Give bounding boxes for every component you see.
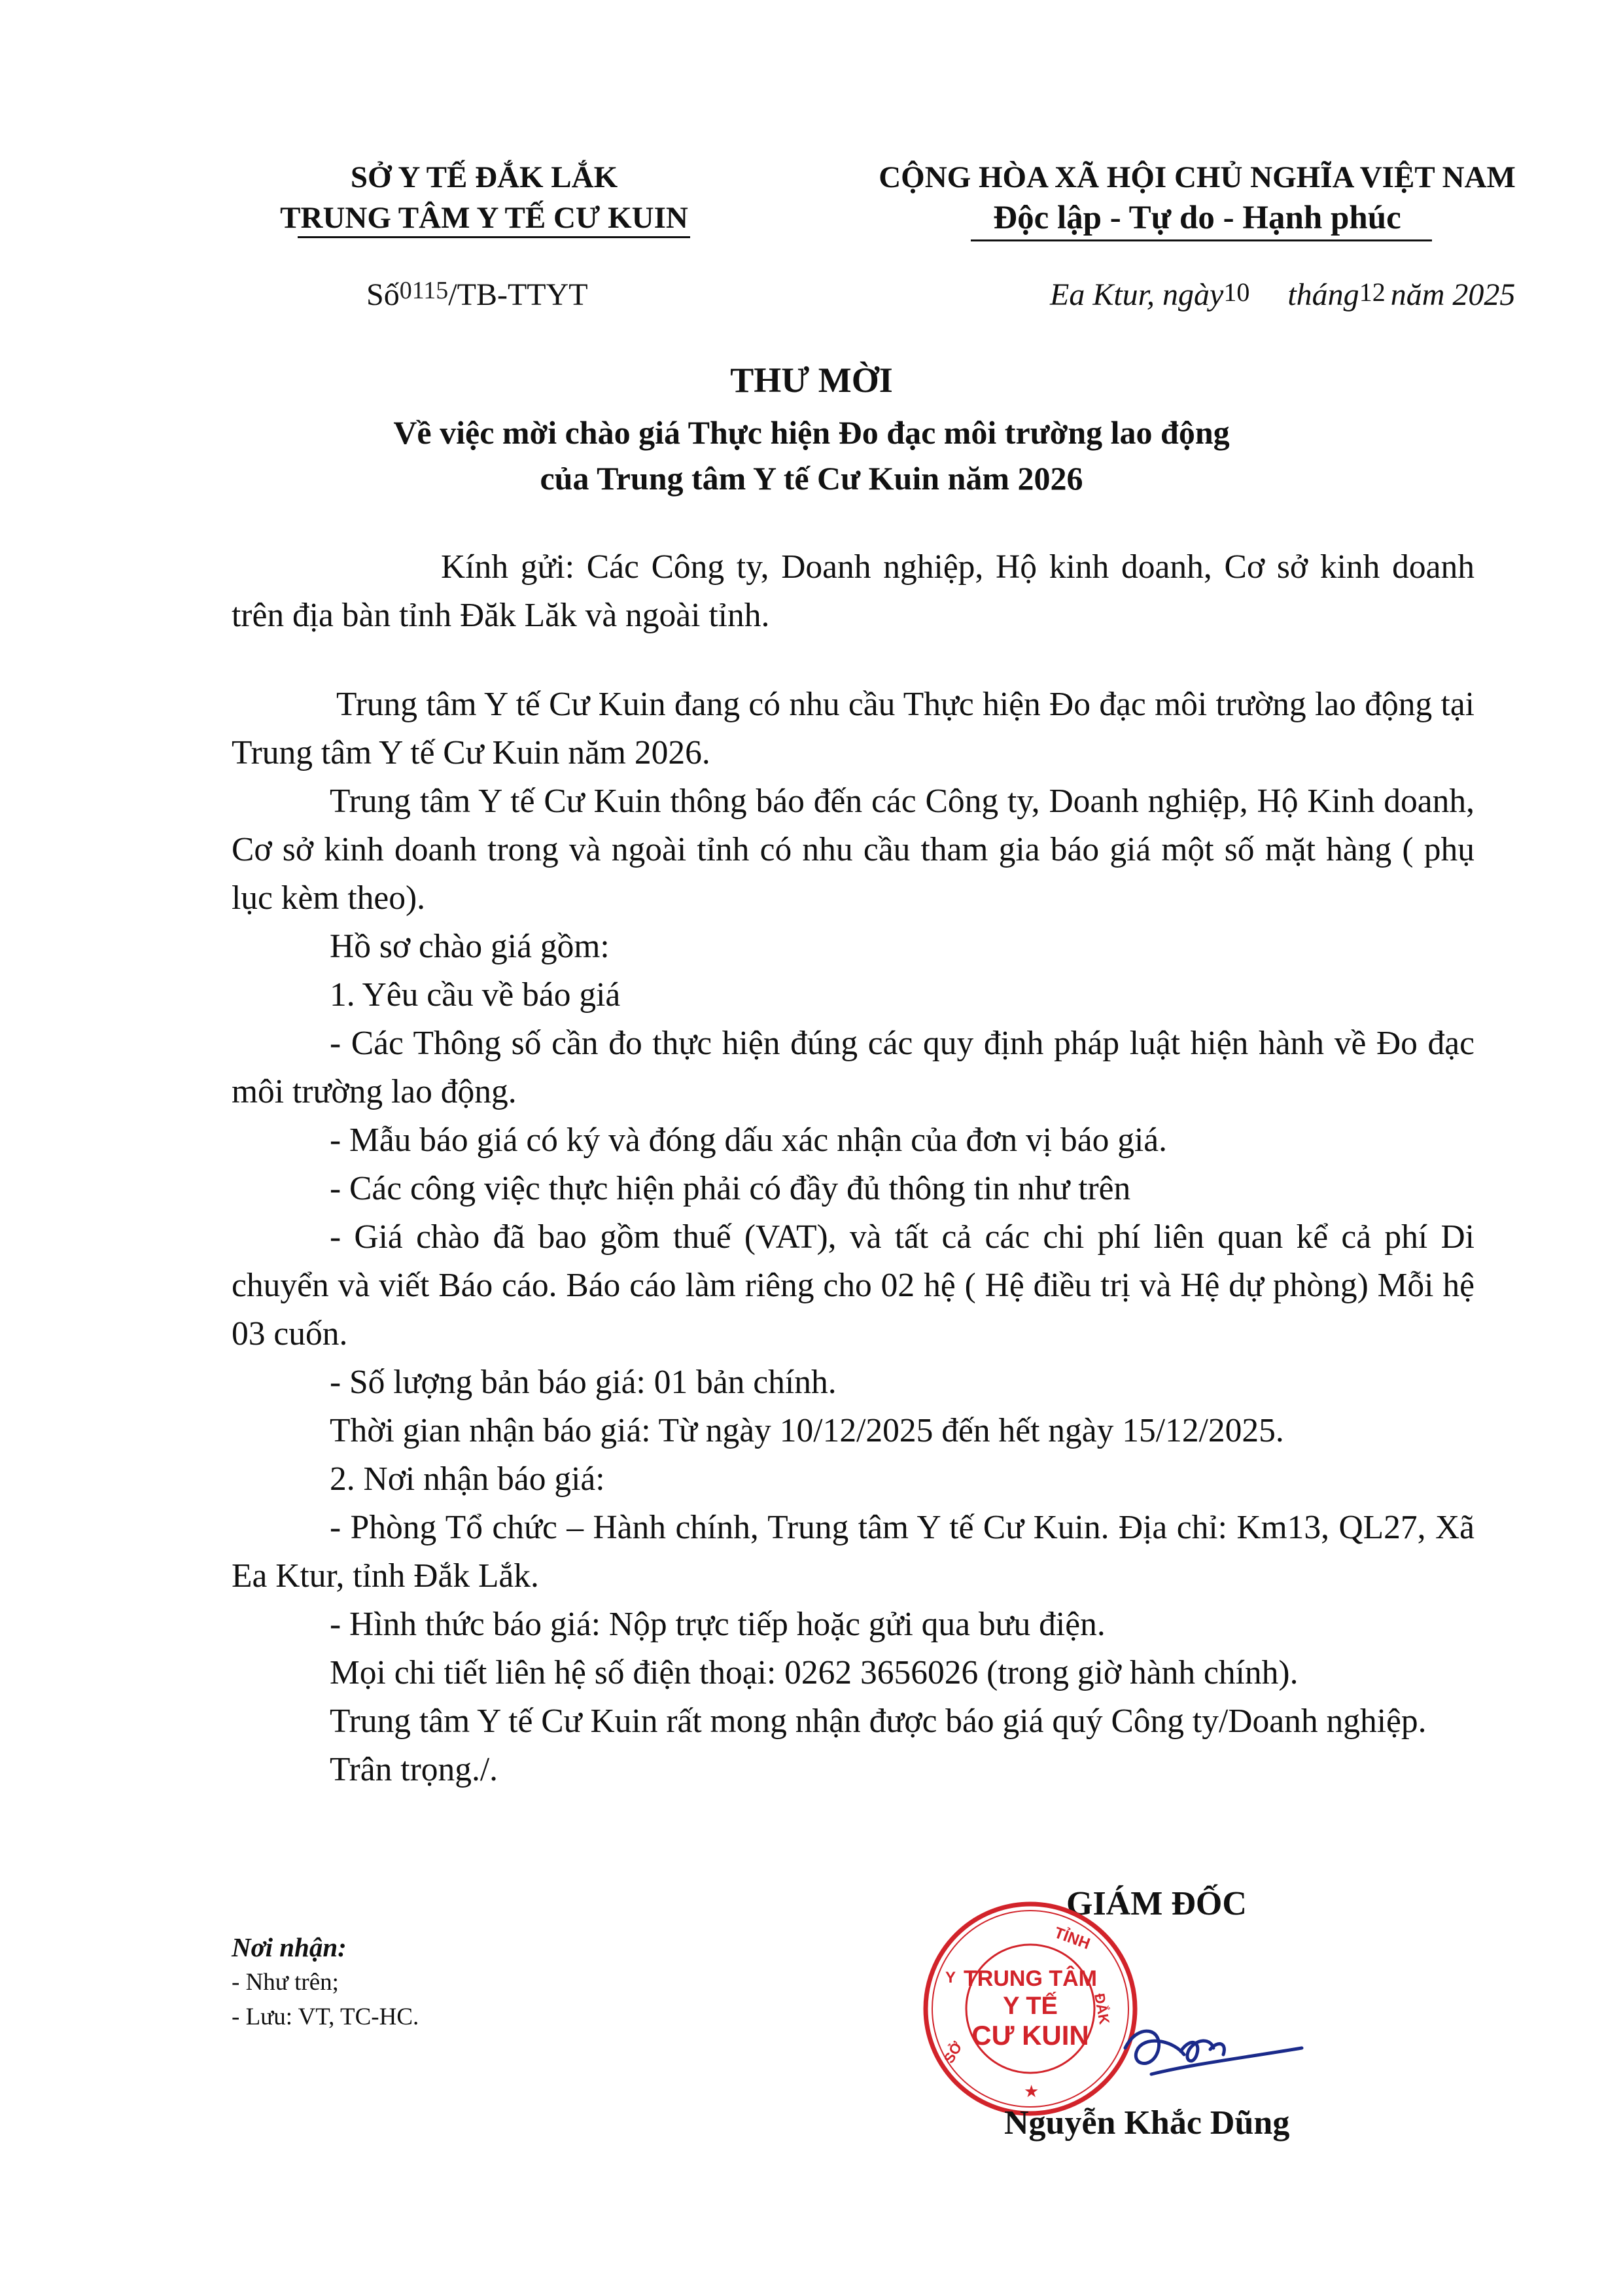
agency-underline [298, 236, 690, 238]
date-day: 10 [1223, 277, 1250, 307]
body-paragraph: 1. Yêu cầu về báo giá [330, 976, 621, 1014]
body-paragraph: Mọi chi tiết liên hệ số điện thoại: 0262 3656026 (trong giờ hành chính). [330, 1654, 1299, 1691]
body-paragraph: - Mẫu báo giá có ký và đóng dấu xác nhận của đơn vị báo giá. [330, 1122, 1168, 1159]
greeting-text: Kính gửi: Các Công ty, Doanh nghiệp, Hộ kinh doanh, Cơ sở kinh doanh trên địa bàn tỉnh Đăk Lăk và ngoài tỉnh. [232, 548, 1475, 634]
distribution-title: Nơi nhận: [232, 1932, 347, 1962]
body-paragraph: - Hình thức báo giá: Nộp trực tiếp hoặc gửi qua bưu điện. [330, 1606, 1106, 1643]
document-title: THƯ MỜI [730, 361, 893, 400]
body-paragraph: Thời gian nhận báo giá: Từ ngày 10/12/2025 đến hết ngày 15/12/2025. [330, 1412, 1284, 1449]
doc-number-prefix: Số [366, 277, 400, 312]
body-paragraph: - Giá chào đã bao gồm thuế (VAT), và tất cả các chi phí liên quan kể cả phí Di chuyển và viết Báo cáo. Báo cáo làm riêng cho 02 hệ ( Hệ điều trị và Hệ dự phòng) Mỗi hệ 03 cuốn. [232, 1218, 1475, 1352]
stamp-center-line3: CƯ KUIN [971, 2020, 1089, 2051]
stamp-ring-left: Y [945, 1969, 956, 1987]
national-header [824, 157, 1570, 238]
body-paragraph: - Các Thông số cần đo thực hiện đúng các quy định pháp luật hiện hành về Đo đạc môi trường lao động. [232, 1025, 1475, 1110]
body-paragraph: Hồ sơ chào giá gồm: [330, 928, 610, 965]
date-line [1050, 277, 1515, 313]
stamp-star-icon: ★ [1024, 2081, 1039, 2101]
motto-underline [971, 239, 1432, 241]
body-paragraph: Trung tâm Y tế Cư Kuin rất mong nhận được báo giá quý Công ty/Doanh nghiệp. [330, 1703, 1427, 1740]
stamp-ring-right: ĐẮK [1091, 1992, 1113, 2026]
body-paragraph: Trung tâm Y tế Cư Kuin thông báo đến các Công ty, Doanh nghiệp, Hộ Kinh doanh, Cơ sở kinh doanh trong và ngoài tỉnh có nhu cầu tham gia báo giá một số mặt hàng ( phụ lục kèm theo). [232, 783, 1475, 917]
issuing-authority [222, 157, 746, 238]
handwritten-signature [1112, 2002, 1308, 2100]
body-paragraph: Trung tâm Y tế Cư Kuin đang có nhu cầu Thực hiện Đo đạc môi trường lao động tại Trung tâm Y tế Cư Kuin năm 2026. [232, 686, 1475, 771]
distribution-item: - Như trên; [232, 1969, 339, 1996]
distribution-item: - Lưu: VT, TC-HC. [232, 2004, 419, 2030]
doc-number-value: 0115 [399, 277, 449, 304]
document-subject-line2: của Trung tâm Y tế Cư Kuin năm 2026 [540, 460, 1083, 497]
stamp-center-line1: TRUNG TÂM [964, 1966, 1097, 1991]
doc-number-suffix: /TB-TTYT [448, 277, 588, 312]
body-paragraph: - Số lượng bản báo giá: 01 bản chính. [330, 1364, 837, 1401]
official-stamp [919, 1898, 1142, 2120]
date-month: 12 [1359, 277, 1386, 307]
date-year: năm 2025 [1390, 277, 1516, 312]
signer-name: Nguyễn Khắc Dũng [1004, 2104, 1290, 2142]
body-paragraph: 2. Nơi nhận báo giá: [330, 1460, 605, 1498]
distribution-list [232, 1930, 419, 2034]
date-month-label: tháng [1287, 277, 1359, 312]
body-paragraph: - Phòng Tổ chức – Hành chính, Trung tâm Y tế Cư Kuin. Địa chỉ: Km13, QL27, Xã Ea Ktur, tỉnh Đắk Lắk. [232, 1509, 1475, 1595]
national-name: CỘNG HÒA XÃ HỘI CHỦ NGHĨA VIỆT NAM [879, 160, 1516, 194]
national-motto: Độc lập - Tự do - Hạnh phúc [993, 200, 1401, 236]
ministry-line: SỞ Y TẾ ĐẮK LẮK [350, 160, 618, 194]
recipient-greeting [232, 543, 1475, 640]
body-paragraph: - Các công việc thực hiện phải có đầy đủ thông tin như trên [330, 1170, 1131, 1207]
document-subject-line1: Về việc mời chào giá Thực hiện Đo đạc môi trường lao động [393, 414, 1230, 451]
document-number [366, 277, 588, 313]
letter-body [232, 680, 1475, 1794]
stamp-ring-bottom: SỞ [940, 2039, 966, 2066]
stamp-ring-top: TỈNH [1051, 1924, 1092, 1953]
stamp-center-line2: Y TẾ [1003, 1992, 1058, 2020]
date-place: Ea Ktur, ngày [1050, 277, 1224, 312]
body-paragraph: Trân trọng./. [330, 1751, 498, 1788]
signer-position: GIÁM ĐỐC [1066, 1885, 1247, 1922]
agency-line: TRUNG TÂM Y TẾ CƯ KUIN [280, 201, 688, 235]
